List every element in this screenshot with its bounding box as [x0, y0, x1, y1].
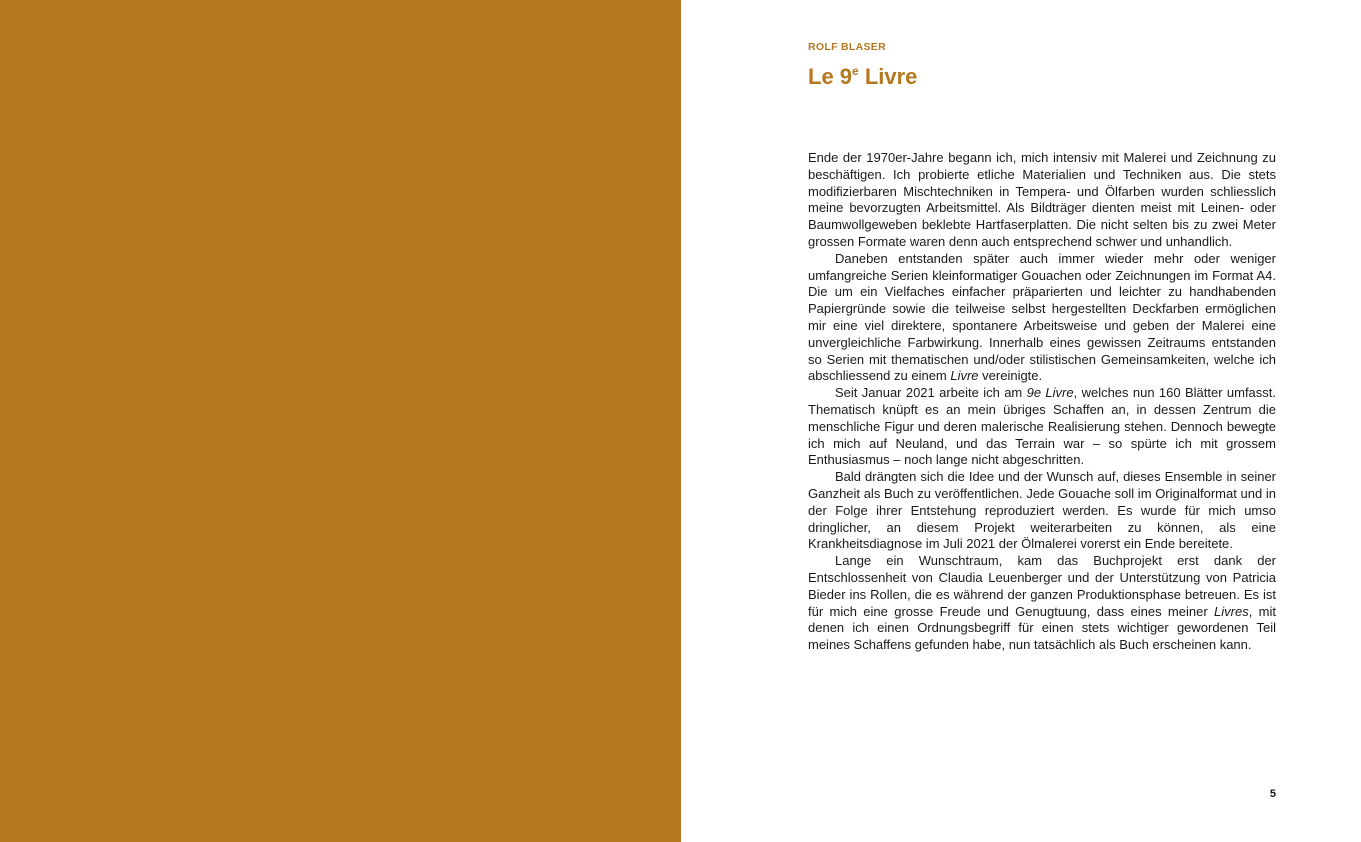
text-run: Bald drängten sich die Idee und der Wunsch auf, dieses Ensemble in seiner Ganzheit als Buch zu veröffentlichen. Jede Gouache soll im Originalformat und in der Folge ihrer Entstehung reproduziert werden. Es wurde für mich umso dringlicher, an diesem Projekt weiterarbeiten zu können, als eine Krankheitsdiagnose im Juli 2021 der Ölmalerei vorerst ein Ende bereitete.	[808, 469, 1276, 552]
text-page	[681, 0, 1361, 842]
title-prefix: Le 9	[808, 64, 853, 89]
title-superscript: e	[852, 63, 859, 78]
text-run: , welches nun 160 Blätter umfasst. Thematisch knüpft es an mein übriges Schaffen an, in dessen Zentrum die menschliche Figur und deren malerische Realisierung stehen. Dennoch bewegte ich mich auf Neuland, und das Terrain war – so spürte ich mit grossem Enthusiasmus – noch lange nicht abgeschritten.	[808, 385, 1277, 468]
author-name: ROLF BLASER	[808, 41, 886, 53]
paragraph	[808, 150, 1276, 251]
italic-text: 9e Livre	[1026, 385, 1074, 401]
paragraph	[808, 553, 1276, 654]
text-run: Daneben entstanden später auch immer wieder mehr oder weniger umfangreiche Serien kleinformatiger Gouachen oder Zeichnungen im Format A4. Die um ein Vielfaches einfacher präparierten und leichter zu handhabenden Papiergründe sowie die teilweise selbst hergestellten Deckfarben ermöglichen mir eine viel direktere, spontanere Arbeitsweise und geben der Malerei eine unvergleichliche Farbwirkung. Innerhalb eines gewissen Zeitraums entstanden so Serien mit thematischen und/oder stilistischen Gemeinsamkeiten, welche ich abschliessend zu einem	[808, 250, 1276, 384]
italic-text: Livres	[1214, 603, 1249, 619]
text-run: Ende der 1970er-Jahre begann ich, mich intensiv mit Malerei und Zeichnung zu beschäftigen. Ich probierte etliche Materialien und Techniken aus. Die stets modifizierbaren Mischtechniken in Tempera- und Ölfarben wurden schliesslich meine bevorzugten Arbeitsmittel. Als Bildträger dienten meist mit Leinen- oder Baumwollgeweben beklebte Hartfaserplatten. Die nicht selten bis zu zwei Meter grossen Formate waren denn auch entsprechend schwer und unhandlich.	[808, 150, 1276, 249]
text-run: , mit denen ich einen Ordnungsbegriff für einen stets wichtiger gewordenen Teil meines Schaffens gefunden habe, nun tatsächlich als Buch erscheinen kann.	[808, 603, 1276, 653]
paragraph	[808, 469, 1276, 553]
text-run: Seit Januar 2021 arbeite ich am	[835, 385, 1027, 401]
paragraph	[808, 251, 1276, 385]
body-text	[808, 150, 1276, 654]
italic-text: Livre	[950, 368, 979, 384]
paragraph	[808, 385, 1276, 469]
page-title	[808, 62, 917, 92]
text-run: Lange ein Wunschtraum, kam das Buchprojekt erst dank der Entschlossenheit von Claudia Leuenberger und der Unterstützung von Patricia Bieder ins Rollen, die es während der ganzen Produktionsphase betreuen. Es ist für mich eine grosse Freude und Genugtuung, dass eines meiner	[808, 553, 1276, 619]
text-run: vereinigte.	[978, 368, 1043, 384]
page-number: 5	[1269, 788, 1276, 800]
title-suffix: Livre	[858, 64, 918, 89]
